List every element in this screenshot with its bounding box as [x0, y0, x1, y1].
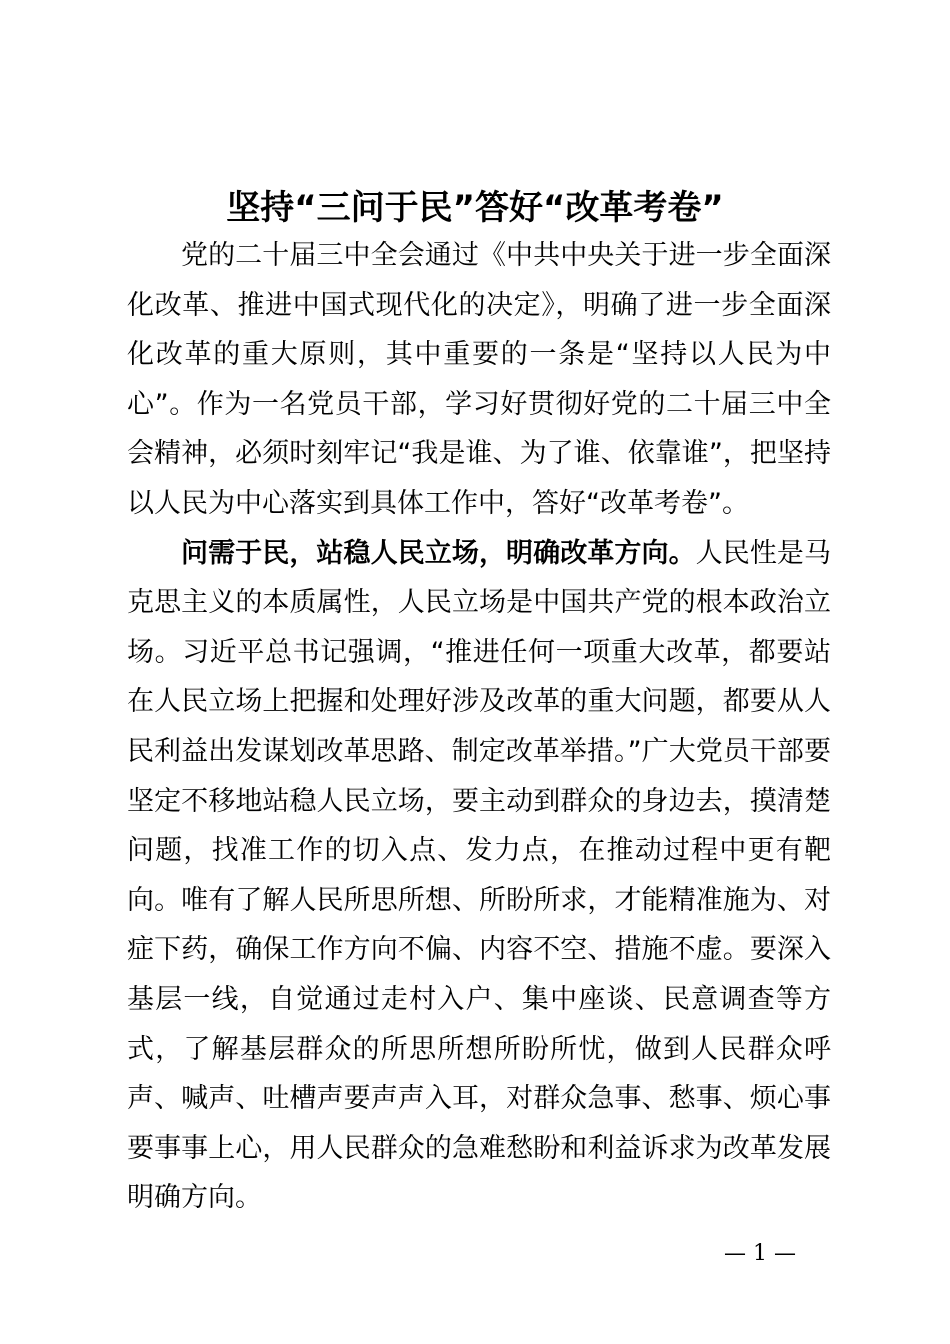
- paragraph-lead-heading: 问需于民，站稳人民立场，明确改革方向。: [181, 537, 696, 569]
- document-title: 坚持“三问于民”答好“改革考卷”: [226, 188, 724, 228]
- paragraph-text: 人民性是马克思主义的本质属性，人民立场是中国共产党的根本政治立场。习近平总书记强调，“推进任何一项重大改革，都要站在人民立场上把握和处理好涉及改革的重大问题，都要从人民利益出发谋划改革思路、制定改革举措。”广大党员干部要坚定不移地站稳人民立场，要主动到群众的身边去，摸清楚问题，找准工作的切入点、发力点，在推动过程中更有靶向。唯有了解人民所思所想、所盼所求，才能精准施为、对症下药，确保工作方向不偏、内容不空、措施不虚。要深入基层一线，自觉通过走村入户、集中座谈、民意调查等方式，了解基层群众的所思所想所盼所忧，做到人民群众呼声、喊声、吐槽声要声声入耳，对群众急事、愁事、烦心事要事事上心，用人民群众的急难愁盼和利益诉求为改革发展明确方向。: [127, 537, 832, 1214]
- paragraph-text: 党的二十届三中全会通过《中共中央关于进一步全面深化改革、推进中国式现代化的决定》，明确了进一步全面深化改革的重大原则，其中重要的一条是“坚持以人民为中心”。作为一名党员干部，学习好贯彻好党的二十届三中全会精神，必须时刻牢记“我是谁、为了谁、依靠谁”，把坚持以人民为中心落实到具体工作中，答好“改革考卷”。: [127, 240, 831, 519]
- document-body: [127, 231, 831, 1223]
- paragraph-section-1: [127, 529, 831, 1223]
- paragraph-intro: [127, 231, 831, 529]
- page-number: — 1 —: [724, 1241, 796, 1266]
